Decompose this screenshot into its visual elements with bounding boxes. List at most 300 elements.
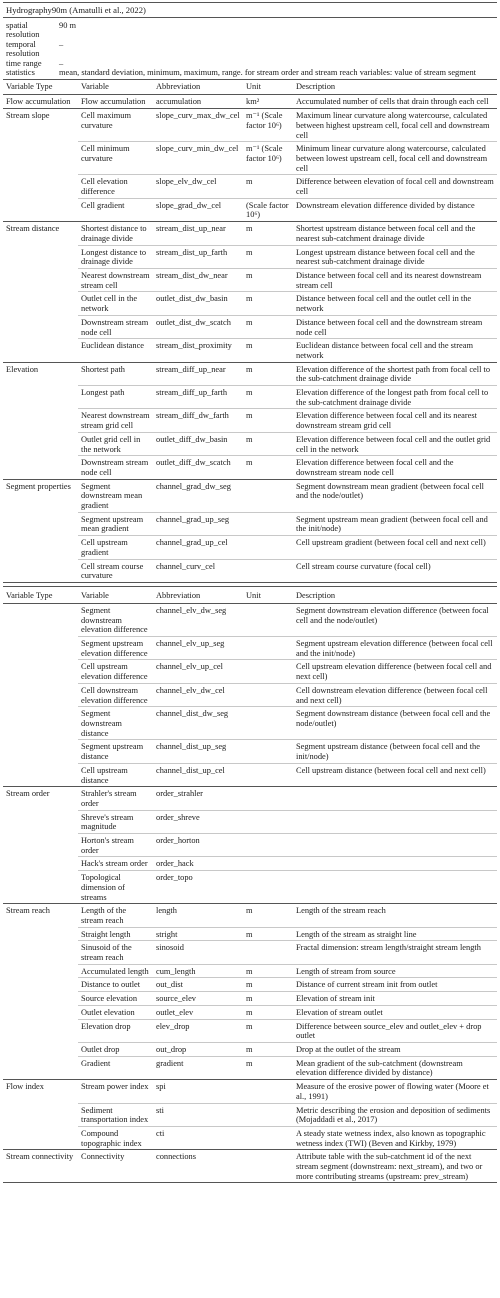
cell-variable: Flow accumulation bbox=[78, 95, 153, 109]
cell-abbreviation: channel_elv_up_cel bbox=[153, 660, 243, 683]
cell-abbreviation: length bbox=[153, 904, 243, 927]
cell-variable: Length of the stream reach bbox=[78, 904, 153, 927]
cell-variable: Segment downstream distance bbox=[78, 707, 153, 740]
cell-variable: Segment upstream mean gradient bbox=[78, 512, 153, 535]
table-row bbox=[3, 1042, 497, 1056]
cell-variable-type bbox=[3, 740, 78, 763]
hydrography-table-page bbox=[3, 2, 497, 1183]
metadata-key: time range bbox=[6, 58, 42, 68]
cell-variable-type bbox=[3, 409, 78, 432]
cell-variable: Strahler's stream order bbox=[78, 787, 153, 810]
cell-unit: m bbox=[243, 292, 293, 315]
dataset-metadata bbox=[3, 18, 497, 80]
cell-variable: Compound topographic index bbox=[78, 1126, 153, 1149]
cell-variable-type bbox=[3, 763, 78, 786]
cell-abbreviation: outlet_diff_dw_basin bbox=[153, 432, 243, 455]
cell-unit bbox=[243, 707, 293, 740]
cell-variable-type bbox=[3, 857, 78, 871]
cell-unit bbox=[243, 740, 293, 763]
table-row bbox=[3, 432, 497, 455]
cell-variable-type bbox=[3, 386, 78, 409]
cell-description: Cell stream course curvature (focal cell) bbox=[293, 559, 497, 582]
table-row bbox=[3, 603, 497, 636]
cell-description: A steady state wetness index, also known as topographic wetness index (TWI) (Beven and Kirkby, 1979) bbox=[293, 1126, 497, 1149]
cell-variable-type bbox=[3, 432, 78, 455]
cell-abbreviation: channel_curv_cel bbox=[153, 559, 243, 582]
cell-unit bbox=[243, 603, 293, 636]
cell-abbreviation: gradient bbox=[153, 1056, 243, 1079]
cell-abbreviation: outlet_dist_dw_basin bbox=[153, 292, 243, 315]
cell-abbreviation: stream_dist_dw_near bbox=[153, 268, 243, 291]
cell-unit: m bbox=[243, 1019, 293, 1042]
cell-variable-type bbox=[3, 1056, 78, 1079]
table-row bbox=[3, 109, 497, 142]
table-row bbox=[3, 1150, 497, 1183]
cell-variable: Cell gradient bbox=[78, 198, 153, 221]
cell-variable-type bbox=[3, 707, 78, 740]
cell-unit: m bbox=[243, 268, 293, 291]
cell-description: Difference between source_elev and outlet_elev + drop outlet bbox=[293, 1019, 497, 1042]
cell-variable: Elevation drop bbox=[78, 1019, 153, 1042]
cell-abbreviation: slope_curv_min_dw_cel bbox=[153, 142, 243, 175]
cell-unit bbox=[243, 787, 293, 810]
table-row bbox=[3, 834, 497, 857]
table-row bbox=[3, 175, 497, 198]
cell-variable: Straight length bbox=[78, 927, 153, 941]
cell-abbreviation: order_hack bbox=[153, 857, 243, 871]
cell-variable: Downstream stream node cell bbox=[78, 315, 153, 338]
cell-unit: m bbox=[243, 222, 293, 245]
cell-abbreviation: stream_dist_up_near bbox=[153, 222, 243, 245]
cell-description: Maximum linear curvature along watercourse, calculated between highest upstream cell, focal cell and downstream cell bbox=[293, 109, 497, 142]
cell-unit: m bbox=[243, 409, 293, 432]
cell-description: Elevation difference between focal cell and the outlet grid cell in the network bbox=[293, 432, 497, 455]
cell-abbreviation: stream_diff_up_near bbox=[153, 362, 243, 385]
cell-unit: m bbox=[243, 1056, 293, 1079]
table-row bbox=[3, 964, 497, 978]
cell-variable-type bbox=[3, 1005, 78, 1019]
cell-variable: Distance to outlet bbox=[78, 978, 153, 992]
cell-unit: m bbox=[243, 1042, 293, 1056]
cell-variable: Connectivity bbox=[78, 1150, 153, 1183]
table-row bbox=[3, 1005, 497, 1019]
table-row bbox=[3, 512, 497, 535]
cell-description: Distance between focal cell and the downstream stream node cell bbox=[293, 315, 497, 338]
cell-description: Segment upstream elevation difference (between focal cell and the init/node) bbox=[293, 637, 497, 660]
cell-variable: Source elevation bbox=[78, 992, 153, 1006]
cell-unit bbox=[243, 810, 293, 833]
cell-description: Segment downstream elevation difference (between focal cell and the node/outlet) bbox=[296, 605, 489, 625]
cell-unit: m bbox=[243, 992, 293, 1006]
table-row bbox=[3, 559, 497, 582]
table-row bbox=[3, 315, 497, 338]
cell-variable: Horton's stream order bbox=[78, 834, 153, 857]
cell-unit bbox=[243, 1126, 293, 1149]
header-unit: Unit bbox=[243, 80, 293, 95]
table-row bbox=[3, 941, 497, 964]
table-row bbox=[3, 222, 497, 245]
table-header-row-continued bbox=[3, 589, 497, 604]
table-row bbox=[3, 1019, 497, 1042]
cell-abbreviation: channel_elv_dw_seg bbox=[156, 605, 227, 615]
cell-abbreviation: connections bbox=[153, 1150, 243, 1183]
table-row bbox=[3, 1056, 497, 1079]
table-row bbox=[3, 763, 497, 786]
cell-variable-type bbox=[3, 142, 78, 175]
cell-description: Distance of current stream init from outlet bbox=[293, 978, 497, 992]
cell-variable-type bbox=[3, 512, 78, 535]
table-row bbox=[3, 386, 497, 409]
cell-description: Distance between focal cell and its nearest downstream stream cell bbox=[293, 268, 497, 291]
cell-variable: Cell maximum curvature bbox=[78, 109, 153, 142]
table-row bbox=[3, 292, 497, 315]
cell-variable-type bbox=[3, 683, 78, 706]
cell-variable-type bbox=[3, 871, 78, 904]
table-row bbox=[3, 245, 497, 268]
cell-abbreviation: source_elev bbox=[153, 992, 243, 1006]
cell-description: Segment upstream mean gradient (between focal cell and the init/node) bbox=[293, 512, 497, 535]
cell-unit: m bbox=[243, 456, 293, 479]
cell-variable-type bbox=[3, 339, 78, 362]
cell-abbreviation: order_shreve bbox=[153, 810, 243, 833]
cell-variable-type bbox=[3, 1126, 78, 1149]
cell-variable-type: Stream order bbox=[3, 787, 78, 810]
cell-variable-type bbox=[3, 927, 78, 941]
cell-abbreviation: stream_dist_proximity bbox=[153, 339, 243, 362]
table-row bbox=[3, 1103, 497, 1126]
cell-unit: m bbox=[243, 245, 293, 268]
cell-variable-type bbox=[3, 834, 78, 857]
cell-variable: Topological dimension of streams bbox=[78, 871, 153, 904]
cell-description: Difference between elevation of focal cell and downstream cell bbox=[293, 175, 497, 198]
table-row bbox=[3, 456, 497, 479]
cell-description bbox=[293, 834, 497, 857]
cell-variable: Downstream stream node cell bbox=[78, 456, 153, 479]
cell-variable-type bbox=[3, 1019, 78, 1042]
table-row bbox=[3, 362, 497, 385]
cell-unit bbox=[243, 660, 293, 683]
table-row bbox=[3, 198, 497, 221]
cell-variable: Euclidean distance bbox=[78, 339, 153, 362]
cell-variable: Outlet grid cell in the network bbox=[78, 432, 153, 455]
cell-unit: m bbox=[243, 386, 293, 409]
cell-abbreviation: cti bbox=[153, 1126, 243, 1149]
cell-description: Segment downstream distance (between focal cell and the node/outlet) bbox=[293, 707, 497, 740]
metadata-value: 90 m bbox=[59, 21, 76, 30]
cell-unit bbox=[243, 683, 293, 706]
cell-unit: (Scale factor 10⁶) bbox=[243, 198, 293, 221]
table-row bbox=[3, 1080, 497, 1103]
cell-variable: Sediment transportation index bbox=[78, 1103, 153, 1126]
metadata-value: – bbox=[59, 58, 64, 68]
cell-variable: Outlet cell in the network bbox=[78, 292, 153, 315]
cell-variable-type bbox=[3, 315, 78, 338]
variables-table-part1 bbox=[3, 80, 497, 583]
cell-unit bbox=[243, 1150, 293, 1183]
cell-unit bbox=[243, 512, 293, 535]
cell-variable: Longest path bbox=[78, 386, 153, 409]
table-row bbox=[3, 787, 497, 810]
table-row bbox=[3, 660, 497, 683]
cell-variable-type bbox=[3, 603, 78, 636]
cell-description: Length of stream from source bbox=[293, 964, 497, 978]
cell-description: Fractal dimension: stream length/straight stream length bbox=[293, 941, 497, 964]
cell-variable: Nearest downstream stream grid cell bbox=[78, 409, 153, 432]
cell-variable-type: Stream reach bbox=[3, 904, 78, 927]
cell-variable-type bbox=[3, 637, 78, 660]
cell-abbreviation: channel_dist_up_cel bbox=[153, 763, 243, 786]
cell-description: Segment upstream distance (between focal cell and the init/node) bbox=[293, 740, 497, 763]
cell-abbreviation: stream_dist_up_farth bbox=[153, 245, 243, 268]
variables-table-part2 bbox=[3, 589, 497, 1183]
cell-unit: m bbox=[243, 315, 293, 338]
table-row bbox=[3, 1126, 497, 1149]
header-description: Description bbox=[293, 80, 497, 95]
cell-unit: m⁻¹ (Scale factor 10⁶) bbox=[243, 142, 293, 175]
table-row bbox=[3, 536, 497, 559]
cell-unit bbox=[243, 479, 293, 512]
cell-variable-type bbox=[3, 292, 78, 315]
cell-abbreviation: spi bbox=[153, 1080, 243, 1103]
cell-variable: Nearest downstream stream cell bbox=[78, 268, 153, 291]
cell-description: Cell upstream elevation difference (between focal cell and next cell) bbox=[293, 660, 497, 683]
cell-abbreviation: cum_length bbox=[153, 964, 243, 978]
cell-description: Segment downstream mean gradient (between focal cell and the node/outlet) bbox=[293, 479, 497, 512]
cell-abbreviation: channel_dist_up_seg bbox=[153, 740, 243, 763]
cell-description: Elevation difference of the shortest path from focal cell to the sub-catchment drainage divide bbox=[293, 362, 497, 385]
cell-variable: Cell downstream elevation difference bbox=[78, 683, 153, 706]
cell-variable-type bbox=[3, 559, 78, 582]
cell-variable-type: Flow index bbox=[3, 1080, 78, 1103]
cell-description: Elevation of stream outlet bbox=[293, 1005, 497, 1019]
cell-abbreviation: stream_diff_dw_farth bbox=[153, 409, 243, 432]
cell-unit: m bbox=[243, 904, 293, 927]
cell-description: Downstream elevation difference divided by distance bbox=[293, 198, 497, 221]
cell-variable-type bbox=[3, 1042, 78, 1056]
cell-abbreviation: outlet_diff_dw_scatch bbox=[153, 456, 243, 479]
cell-description bbox=[293, 810, 497, 833]
cell-unit: km² bbox=[243, 95, 293, 109]
cell-variable-type bbox=[3, 810, 78, 833]
cell-unit bbox=[243, 857, 293, 871]
cell-unit bbox=[243, 536, 293, 559]
table-row bbox=[3, 857, 497, 871]
metadata-key: spatial resolution bbox=[6, 21, 40, 40]
cell-variable: Segment downstream elevation difference bbox=[81, 605, 148, 635]
header-variable: Variable bbox=[78, 80, 153, 95]
table-row bbox=[3, 740, 497, 763]
table-row bbox=[3, 683, 497, 706]
table-row bbox=[3, 904, 497, 927]
cell-variable-type bbox=[3, 245, 78, 268]
metadata-row bbox=[3, 59, 497, 68]
table-row bbox=[3, 479, 497, 512]
cell-unit: m bbox=[243, 927, 293, 941]
table-row bbox=[3, 268, 497, 291]
cell-variable-type bbox=[3, 978, 78, 992]
cell-variable: Cell stream course curvature bbox=[78, 559, 153, 582]
header-abbreviation: Abbreviation bbox=[153, 80, 243, 95]
cell-abbreviation: elev_drop bbox=[153, 1019, 243, 1042]
cell-description: Minimum linear curvature along watercourse, calculated between lowest upstream cell, focal cell and downstream cell bbox=[293, 142, 497, 175]
cell-abbreviation: out_drop bbox=[153, 1042, 243, 1056]
cell-abbreviation: channel_grad_up_seg bbox=[153, 512, 243, 535]
cell-description: Metric describing the erosion and deposition of sediments (Mojaddadi et al., 2017) bbox=[293, 1103, 497, 1126]
cell-variable-type bbox=[3, 941, 78, 964]
cell-variable-type bbox=[3, 175, 78, 198]
cell-abbreviation: order_horton bbox=[153, 834, 243, 857]
cell-abbreviation: stream_diff_up_farth bbox=[153, 386, 243, 409]
cell-unit bbox=[243, 871, 293, 904]
cell-variable: Segment upstream elevation difference bbox=[78, 637, 153, 660]
cell-abbreviation: stright bbox=[153, 927, 243, 941]
header-abbreviation: Abbreviation bbox=[153, 589, 243, 604]
cell-variable-type bbox=[3, 1103, 78, 1126]
cell-description: Measure of the erosive power of flowing water (Moore et al., 1991) bbox=[293, 1080, 497, 1103]
cell-variable: Outlet drop bbox=[78, 1042, 153, 1056]
cell-variable: Cell upstream elevation difference bbox=[78, 660, 153, 683]
table-header-row bbox=[3, 80, 497, 95]
cell-variable-type: Stream distance bbox=[3, 222, 78, 245]
cell-unit: m bbox=[243, 432, 293, 455]
metadata-key: temporal resolution bbox=[6, 39, 40, 59]
cell-description: Distance between focal cell and the outlet cell in the network bbox=[293, 292, 497, 315]
cell-variable: Shortest path bbox=[78, 362, 153, 385]
cell-abbreviation: channel_elv_up_seg bbox=[153, 637, 243, 660]
cell-abbreviation: slope_elv_dw_cel bbox=[153, 175, 243, 198]
header-variable-type: Variable Type bbox=[3, 589, 78, 604]
cell-variable: Cell minimum curvature bbox=[78, 142, 153, 175]
header-variable: Variable bbox=[78, 589, 153, 604]
cell-variable: Cell upstream gradient bbox=[78, 536, 153, 559]
table-row bbox=[3, 409, 497, 432]
cell-abbreviation: slope_grad_dw_cel bbox=[153, 198, 243, 221]
cell-description: Elevation difference of the longest path from focal cell to the sub-catchment drainage divide bbox=[293, 386, 497, 409]
cell-description: Attribute table with the sub-catchment id of the next stream segment (downstream: next_stream), and two or more contributing streams (upstream: prev_stream) bbox=[293, 1150, 497, 1183]
cell-variable-type: Stream connectivity bbox=[3, 1150, 78, 1183]
cell-variable-type: Stream slope bbox=[3, 109, 78, 142]
table-row bbox=[3, 871, 497, 904]
cell-description: Length of the stream as straight line bbox=[293, 927, 497, 941]
cell-unit bbox=[243, 1103, 293, 1126]
cell-variable: Cell upstream distance bbox=[78, 763, 153, 786]
cell-description: Mean gradient of the sub-catchment (downstream elevation difference divided by distance) bbox=[293, 1056, 497, 1079]
cell-description: Euclidean distance between focal cell and the stream network bbox=[293, 339, 497, 362]
cell-unit: m bbox=[243, 339, 293, 362]
cell-unit: m bbox=[243, 175, 293, 198]
cell-description: Accumulated number of cells that drain through each cell bbox=[293, 95, 497, 109]
cell-description: Elevation difference between focal cell and its nearest downstream stream grid cell bbox=[293, 409, 497, 432]
header-unit: Unit bbox=[243, 589, 293, 604]
cell-variable: Outlet elevation bbox=[78, 1005, 153, 1019]
cell-variable-type bbox=[3, 198, 78, 221]
cell-abbreviation: sti bbox=[153, 1103, 243, 1126]
table-row bbox=[3, 95, 497, 109]
cell-unit: m bbox=[243, 964, 293, 978]
cell-variable-type bbox=[3, 660, 78, 683]
cell-unit bbox=[243, 834, 293, 857]
metadata-value: – bbox=[59, 39, 64, 49]
cell-variable: Shreve's stream magnitude bbox=[78, 810, 153, 833]
cell-unit: m⁻¹ (Scale factor 10⁶) bbox=[243, 109, 293, 142]
cell-unit bbox=[243, 559, 293, 582]
cell-description: Longest upstream distance between focal cell and the nearest sub-catchment drainage divide bbox=[293, 245, 497, 268]
table-row bbox=[3, 810, 497, 833]
cell-description: Cell upstream distance (between focal cell and next cell) bbox=[293, 763, 497, 786]
cell-description: Cell upstream gradient (between focal cell and next cell) bbox=[293, 536, 497, 559]
header-description: Description bbox=[293, 589, 497, 604]
cell-description bbox=[293, 787, 497, 810]
cell-description: Elevation of stream init bbox=[293, 992, 497, 1006]
cell-variable-type bbox=[3, 536, 78, 559]
table-row bbox=[3, 142, 497, 175]
metadata-row bbox=[3, 40, 497, 59]
cell-unit bbox=[243, 1080, 293, 1103]
cell-variable: Hack's stream order bbox=[78, 857, 153, 871]
cell-variable: Stream power index bbox=[78, 1080, 153, 1103]
cell-variable: Sinusoid of the stream reach bbox=[78, 941, 153, 964]
cell-abbreviation: accumulation bbox=[153, 95, 243, 109]
cell-variable: Segment upstream distance bbox=[78, 740, 153, 763]
table-row bbox=[3, 992, 497, 1006]
cell-abbreviation: channel_grad_dw_seg bbox=[153, 479, 243, 512]
cell-unit bbox=[243, 763, 293, 786]
cell-description bbox=[293, 871, 497, 904]
metadata-row bbox=[3, 21, 497, 40]
cell-variable: Gradient bbox=[78, 1056, 153, 1079]
table-row bbox=[3, 707, 497, 740]
table-row bbox=[3, 978, 497, 992]
table-row bbox=[3, 339, 497, 362]
cell-abbreviation: channel_dist_dw_seg bbox=[153, 707, 243, 740]
table-row bbox=[3, 637, 497, 660]
cell-description: Shortest upstream distance between focal cell and the nearest sub-catchment drainage divide bbox=[293, 222, 497, 245]
cell-description: Length of the stream reach bbox=[293, 904, 497, 927]
cell-description: Elevation difference between focal cell and the downstream stream node cell bbox=[293, 456, 497, 479]
cell-abbreviation: order_strahler bbox=[153, 787, 243, 810]
cell-abbreviation: channel_elv_dw_cel bbox=[153, 683, 243, 706]
cell-unit: m bbox=[243, 1005, 293, 1019]
cell-unit bbox=[243, 941, 293, 964]
table-title: Hydrography90m (Amatulli et al., 2022) bbox=[3, 2, 497, 18]
metadata-key: statistics bbox=[6, 68, 35, 78]
cell-unit: m bbox=[243, 362, 293, 385]
cell-abbreviation: channel_grad_up_cel bbox=[153, 536, 243, 559]
cell-abbreviation: outlet_dist_dw_scatch bbox=[153, 315, 243, 338]
cell-variable-type: Segment properties bbox=[3, 479, 78, 512]
cell-variable: Segment downstream mean gradient bbox=[78, 479, 153, 512]
cell-variable-type: Elevation bbox=[3, 362, 78, 385]
cell-variable: Cell elevation difference bbox=[78, 175, 153, 198]
cell-abbreviation: out_dist bbox=[153, 978, 243, 992]
header-variable-type: Variable Type bbox=[3, 80, 78, 95]
cell-description: Cell downstream elevation difference (between focal cell and next cell) bbox=[293, 683, 497, 706]
cell-variable-type bbox=[3, 964, 78, 978]
cell-abbreviation: order_topo bbox=[153, 871, 243, 904]
cell-abbreviation: outlet_elev bbox=[153, 1005, 243, 1019]
cell-description: Drop at the outlet of the stream bbox=[293, 1042, 497, 1056]
cell-abbreviation: slope_curv_max_dw_cel bbox=[153, 109, 243, 142]
cell-variable-type bbox=[3, 456, 78, 479]
cell-variable-type bbox=[3, 268, 78, 291]
cell-abbreviation: sinosoid bbox=[153, 941, 243, 964]
metadata-value: mean, standard deviation, minimum, maximum, range. for stream order and stream reach variables: value of stream segment bbox=[59, 68, 476, 78]
cell-variable: Accumulated length bbox=[78, 964, 153, 978]
cell-variable-type bbox=[3, 992, 78, 1006]
cell-variable: Longest distance to drainage divide bbox=[78, 245, 153, 268]
cell-variable-type: Flow accumulation bbox=[3, 95, 78, 109]
table-row bbox=[3, 927, 497, 941]
